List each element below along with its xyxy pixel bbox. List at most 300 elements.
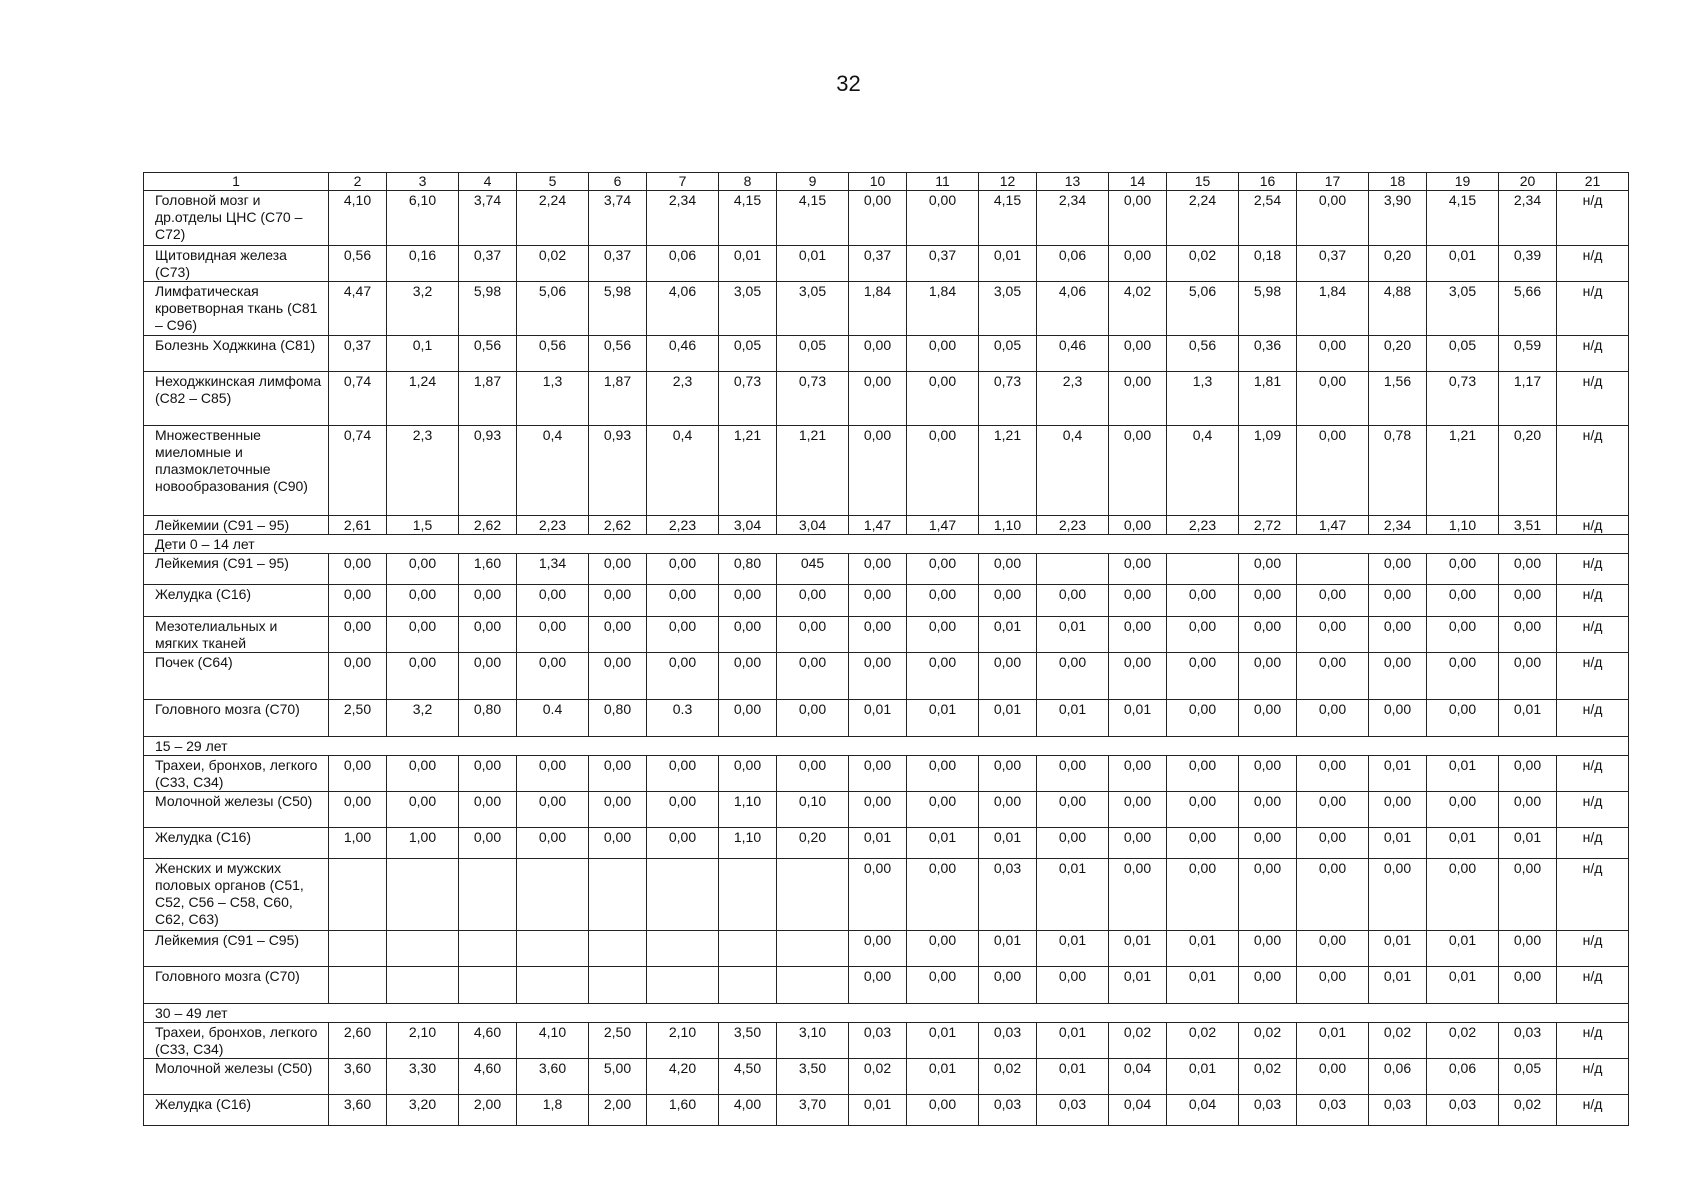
table-cell: 0,00 xyxy=(719,585,777,617)
column-header-2: 2 xyxy=(329,173,387,191)
row-label: Болезнь Ходжкина (С81) xyxy=(144,336,329,372)
table-cell: 0,03 xyxy=(1499,1023,1557,1059)
table-cell: 3,50 xyxy=(719,1023,777,1059)
column-header-13: 13 xyxy=(1037,173,1109,191)
table-cell: н/д xyxy=(1557,1023,1629,1059)
table-cell: 0,02 xyxy=(1239,1023,1297,1059)
table-cell: 0,00 xyxy=(1109,653,1167,700)
table-cell: 0,01 xyxy=(1037,859,1109,931)
table-cell: 0,01 xyxy=(1167,931,1239,967)
table-cell: 0,00 xyxy=(1109,756,1167,792)
table-cell xyxy=(647,859,719,931)
table-cell: 0,00 xyxy=(1239,700,1297,737)
table-cell: 0,00 xyxy=(777,653,849,700)
section-row xyxy=(144,535,1629,554)
table-cell: 0,01 xyxy=(1499,700,1557,737)
table-cell: 0,02 xyxy=(1499,1095,1557,1126)
table-cell xyxy=(719,967,777,1004)
table-cell: н/д xyxy=(1557,700,1629,737)
table-cell: 0,00 xyxy=(1167,653,1239,700)
table-cell: 0,00 xyxy=(1297,653,1369,700)
table-cell: 0,01 xyxy=(849,1095,907,1126)
table-cell xyxy=(777,967,849,1004)
table-cell: 0,16 xyxy=(387,246,459,282)
table-cell: 0,00 xyxy=(849,792,907,828)
table-cell: 0,01 xyxy=(1109,700,1167,737)
table-cell: 0,00 xyxy=(1167,700,1239,737)
table-cell: 4,15 xyxy=(979,191,1037,246)
table-cell: 0,00 xyxy=(979,792,1037,828)
row-label: Множественные миеломные и плазмоклеточные новообразования (С90) xyxy=(144,426,329,516)
table-cell: 4,15 xyxy=(719,191,777,246)
table-cell: 1,21 xyxy=(777,426,849,516)
table-cell: 0,00 xyxy=(1499,585,1557,617)
table-cell: 3,51 xyxy=(1499,516,1557,535)
table-cell: 0,00 xyxy=(907,792,979,828)
table-cell: 0,00 xyxy=(517,792,589,828)
table-cell: 2,3 xyxy=(387,426,459,516)
table-cell: 0,00 xyxy=(1499,859,1557,931)
table-cell: 0,00 xyxy=(1297,336,1369,372)
table-cell: 4,50 xyxy=(719,1059,777,1095)
section-label: Дети 0 – 14 лет xyxy=(144,535,1629,554)
table-cell: 0,01 xyxy=(1037,617,1109,653)
table-cell: 0,01 xyxy=(1369,756,1427,792)
row-label: Головного мозга (С70) xyxy=(144,700,329,737)
table-cell: 3,10 xyxy=(777,1023,849,1059)
table-row xyxy=(144,931,1629,967)
header-row xyxy=(144,173,1629,191)
column-header-20: 20 xyxy=(1499,173,1557,191)
row-label: Почек (С64) xyxy=(144,653,329,700)
table-cell: 5,06 xyxy=(517,282,589,336)
table-cell: 1,34 xyxy=(517,554,589,585)
table-cell: 0,00 xyxy=(719,700,777,737)
table-cell: 0,01 xyxy=(979,931,1037,967)
table-cell: 0,73 xyxy=(777,372,849,426)
table-cell xyxy=(777,931,849,967)
table-cell: 0,00 xyxy=(1109,585,1167,617)
table-cell: 0,00 xyxy=(1239,756,1297,792)
table-row xyxy=(144,828,1629,859)
table-cell: 1,17 xyxy=(1499,372,1557,426)
table-cell: 0,00 xyxy=(1167,585,1239,617)
table-cell: 0,01 xyxy=(1369,967,1427,1004)
row-label: Трахеи, бронхов, легкого (С33, С34) xyxy=(144,756,329,792)
table-cell: 0,00 xyxy=(777,700,849,737)
table-cell: 0,00 xyxy=(329,554,387,585)
table-cell: 0,00 xyxy=(1499,617,1557,653)
table-cell xyxy=(719,931,777,967)
table-cell: 0,02 xyxy=(1167,246,1239,282)
table-cell: 2,61 xyxy=(329,516,387,535)
table-cell: 0,03 xyxy=(1427,1095,1499,1126)
table-cell: 0,39 xyxy=(1499,246,1557,282)
table-cell: 0,00 xyxy=(1109,372,1167,426)
table-cell: 0,00 xyxy=(1297,792,1369,828)
table-cell: 0,00 xyxy=(907,931,979,967)
row-label: Желудка (С16) xyxy=(144,585,329,617)
table-cell: 0,00 xyxy=(1109,828,1167,859)
table-cell: 0,37 xyxy=(1297,246,1369,282)
table-cell: 0,01 xyxy=(907,828,979,859)
table-cell: 0,00 xyxy=(1109,191,1167,246)
table-cell xyxy=(1037,554,1109,585)
table-cell: 0,01 xyxy=(849,700,907,737)
column-header-5: 5 xyxy=(517,173,589,191)
table-cell: 0,00 xyxy=(1037,653,1109,700)
table-cell: 2,34 xyxy=(1369,516,1427,535)
table-cell: 1,60 xyxy=(647,1095,719,1126)
table-cell: 1,00 xyxy=(387,828,459,859)
table-cell: 0,00 xyxy=(907,554,979,585)
table-cell: 0,00 xyxy=(1427,653,1499,700)
column-header-4: 4 xyxy=(459,173,517,191)
column-header-10: 10 xyxy=(849,173,907,191)
table-cell: 0,00 xyxy=(459,828,517,859)
table-cell: н/д xyxy=(1557,756,1629,792)
table-cell: 0,00 xyxy=(777,756,849,792)
table-cell: 0,00 xyxy=(1499,931,1557,967)
table-cell: 4,06 xyxy=(647,282,719,336)
table-cell: н/д xyxy=(1557,282,1629,336)
table-cell: 0,00 xyxy=(1239,554,1297,585)
row-label: Трахеи, бронхов, легкого (С33, С34) xyxy=(144,1023,329,1059)
table-cell: 0,36 xyxy=(1239,336,1297,372)
table-cell: 1,47 xyxy=(849,516,907,535)
table-cell: 0,00 xyxy=(1369,859,1427,931)
table-cell: 1,56 xyxy=(1369,372,1427,426)
table-cell: 0,01 xyxy=(1037,1059,1109,1095)
table-cell: 0,20 xyxy=(1369,336,1427,372)
table-cell: 0,00 xyxy=(849,617,907,653)
table-cell: 0,00 xyxy=(979,756,1037,792)
table-cell: 0,20 xyxy=(1369,246,1427,282)
table-cell: 0,03 xyxy=(849,1023,907,1059)
table-cell: 0,00 xyxy=(907,336,979,372)
table-cell: 0,01 xyxy=(1427,246,1499,282)
table-cell: 4,88 xyxy=(1369,282,1427,336)
column-header-14: 14 xyxy=(1109,173,1167,191)
table-cell xyxy=(459,967,517,1004)
table-cell: 1,47 xyxy=(907,516,979,535)
table-cell: 0,00 xyxy=(1499,653,1557,700)
table-row xyxy=(144,554,1629,585)
table-cell: 0,04 xyxy=(1109,1059,1167,1095)
column-header-7: 7 xyxy=(647,173,719,191)
row-label: Головной мозг и др.отделы ЦНС (С70 – С72) xyxy=(144,191,329,246)
table-cell: 0,00 xyxy=(849,426,907,516)
table-cell xyxy=(459,859,517,931)
table-cell: 0,01 xyxy=(777,246,849,282)
table-cell: 2,23 xyxy=(647,516,719,535)
table-cell: 0,00 xyxy=(517,828,589,859)
table-cell: 0,06 xyxy=(1369,1059,1427,1095)
table-cell: 0,00 xyxy=(907,756,979,792)
table-cell: 0,56 xyxy=(329,246,387,282)
table-cell xyxy=(459,931,517,967)
table-cell: 0,00 xyxy=(589,617,647,653)
table-cell: 3,70 xyxy=(777,1095,849,1126)
table-cell: 0,00 xyxy=(1427,585,1499,617)
table-cell: 0,04 xyxy=(1167,1095,1239,1126)
table-cell: 1,09 xyxy=(1239,426,1297,516)
table-cell: 0,03 xyxy=(1239,1095,1297,1126)
table-cell: 0,00 xyxy=(1239,967,1297,1004)
table-cell xyxy=(517,967,589,1004)
column-header-19: 19 xyxy=(1427,173,1499,191)
table-cell xyxy=(387,859,459,931)
table-cell: 0,00 xyxy=(387,653,459,700)
row-label: Желудка (С16) xyxy=(144,828,329,859)
table-cell: 0,4 xyxy=(647,426,719,516)
table-cell xyxy=(589,931,647,967)
table-cell: 0,00 xyxy=(849,372,907,426)
table-row xyxy=(144,585,1629,617)
table-cell: 0,00 xyxy=(907,372,979,426)
table-cell: 0,00 xyxy=(849,554,907,585)
table-cell: 0,00 xyxy=(777,585,849,617)
table-cell: 0,01 xyxy=(1167,1059,1239,1095)
table-cell: 0,00 xyxy=(1239,931,1297,967)
table-cell: 0,00 xyxy=(387,617,459,653)
table-cell: 4,10 xyxy=(329,191,387,246)
column-header-16: 16 xyxy=(1239,173,1297,191)
table-cell: н/д xyxy=(1557,653,1629,700)
table-cell: 0,00 xyxy=(1369,585,1427,617)
section-row xyxy=(144,737,1629,756)
section-label: 15 – 29 лет xyxy=(144,737,1629,756)
table-cell: 0,01 xyxy=(1427,828,1499,859)
table-cell: 0,56 xyxy=(589,336,647,372)
table-cell: 0,00 xyxy=(1427,792,1499,828)
table-cell: 0,01 xyxy=(1369,828,1427,859)
row-label: Мезотелиальных и мягких тканей xyxy=(144,617,329,653)
table-cell: 3,74 xyxy=(459,191,517,246)
table-cell xyxy=(329,967,387,1004)
table-cell: 0,93 xyxy=(589,426,647,516)
table-cell: 0,01 xyxy=(1499,828,1557,859)
table-cell: 0,01 xyxy=(1037,1023,1109,1059)
table-cell: 0,73 xyxy=(719,372,777,426)
table-cell: 3,04 xyxy=(719,516,777,535)
table-cell: 0,00 xyxy=(777,617,849,653)
table-cell: 2,34 xyxy=(1037,191,1109,246)
table-cell: 0,00 xyxy=(517,617,589,653)
table-cell: 4,60 xyxy=(459,1023,517,1059)
table-cell: 0,37 xyxy=(907,246,979,282)
table-cell: 0,73 xyxy=(979,372,1037,426)
table-cell xyxy=(647,931,719,967)
table-cell: 2,34 xyxy=(1499,191,1557,246)
table-cell xyxy=(329,859,387,931)
table-cell: 0,18 xyxy=(1239,246,1297,282)
table-cell: 0,00 xyxy=(719,756,777,792)
table-cell: 2,23 xyxy=(517,516,589,535)
table-cell: 0,01 xyxy=(1427,931,1499,967)
table-cell: 1,47 xyxy=(1297,516,1369,535)
column-header-3: 3 xyxy=(387,173,459,191)
table-cell: 0,06 xyxy=(1427,1059,1499,1095)
table-cell: 5,00 xyxy=(589,1059,647,1095)
table-cell: 0,74 xyxy=(329,426,387,516)
table-row xyxy=(144,967,1629,1004)
table-cell: 0,02 xyxy=(849,1059,907,1095)
table-cell: 0,02 xyxy=(1239,1059,1297,1095)
table-cell: 5,98 xyxy=(459,282,517,336)
table-cell: 0,01 xyxy=(1369,931,1427,967)
table-cell: 0,00 xyxy=(1109,617,1167,653)
table-cell: 0,00 xyxy=(459,653,517,700)
table-cell xyxy=(517,859,589,931)
table-cell: 2,10 xyxy=(387,1023,459,1059)
table-cell: 3,2 xyxy=(387,700,459,737)
table-cell: 0,00 xyxy=(1109,516,1167,535)
table-cell: 0,00 xyxy=(1239,792,1297,828)
table-cell xyxy=(329,931,387,967)
table-cell: 0,00 xyxy=(979,585,1037,617)
table-cell: 0.3 xyxy=(647,700,719,737)
column-header-9: 9 xyxy=(777,173,849,191)
row-label: Лейкемии (С91 – 95) xyxy=(144,516,329,535)
table-cell: 0,00 xyxy=(1297,426,1369,516)
table-cell: 1,87 xyxy=(589,372,647,426)
table-cell: 2,00 xyxy=(589,1095,647,1126)
table-cell: 0,02 xyxy=(979,1059,1037,1095)
column-header-11: 11 xyxy=(907,173,979,191)
table-cell: 0,00 xyxy=(1037,585,1109,617)
table-cell: 0,02 xyxy=(1109,1023,1167,1059)
table-cell xyxy=(777,859,849,931)
section-label: 30 – 49 лет xyxy=(144,1004,1629,1023)
table-cell: 0,4 xyxy=(1037,426,1109,516)
table-cell: 0,00 xyxy=(849,585,907,617)
table-cell xyxy=(589,859,647,931)
table-cell: н/д xyxy=(1557,426,1629,516)
table-cell: 0,00 xyxy=(647,617,719,653)
table-cell: 1,84 xyxy=(907,282,979,336)
table-row xyxy=(144,617,1629,653)
table-cell: 1,87 xyxy=(459,372,517,426)
table-cell: 0,37 xyxy=(329,336,387,372)
table-cell: 0,00 xyxy=(329,617,387,653)
table-cell: 3,2 xyxy=(387,282,459,336)
table-row xyxy=(144,1095,1629,1126)
table-cell: 3,04 xyxy=(777,516,849,535)
table-cell: 0,59 xyxy=(1499,336,1557,372)
table-cell: 0,00 xyxy=(589,756,647,792)
table-cell: 0,20 xyxy=(777,828,849,859)
table-cell: 0,01 xyxy=(1109,967,1167,1004)
table-cell: 3,05 xyxy=(1427,282,1499,336)
table-cell: 0,00 xyxy=(459,617,517,653)
table-cell: 5,98 xyxy=(589,282,647,336)
table-row xyxy=(144,756,1629,792)
table-cell: 0,06 xyxy=(647,246,719,282)
table-cell: 0,00 xyxy=(1427,617,1499,653)
table-cell: 0,00 xyxy=(979,554,1037,585)
table-cell: 0,00 xyxy=(849,756,907,792)
table-cell: 0,03 xyxy=(979,1095,1037,1126)
table-cell xyxy=(517,931,589,967)
table-cell: 0,00 xyxy=(1167,792,1239,828)
table-cell: 0,00 xyxy=(589,792,647,828)
table-cell: 0,46 xyxy=(647,336,719,372)
table-cell: 0,00 xyxy=(459,585,517,617)
table-cell: 0,02 xyxy=(517,246,589,282)
table-cell: 0,56 xyxy=(459,336,517,372)
table-cell: 2,24 xyxy=(517,191,589,246)
table-cell: 1,10 xyxy=(719,828,777,859)
table-cell: 0,80 xyxy=(719,554,777,585)
table-cell: 0,01 xyxy=(979,700,1037,737)
table-cell: 0,00 xyxy=(1369,617,1427,653)
row-label: Молочной железы (С50) xyxy=(144,792,329,828)
table-cell: 0,00 xyxy=(1167,617,1239,653)
table-cell: 4,60 xyxy=(459,1059,517,1095)
table-cell: 0,00 xyxy=(1167,859,1239,931)
column-header-17: 17 xyxy=(1297,173,1369,191)
table-cell: 1,84 xyxy=(849,282,907,336)
table-cell: 5,98 xyxy=(1239,282,1297,336)
table-cell: 0,00 xyxy=(647,756,719,792)
table-cell: н/д xyxy=(1557,828,1629,859)
table-cell: н/д xyxy=(1557,372,1629,426)
column-header-21: 21 xyxy=(1557,173,1629,191)
table-cell: 2,54 xyxy=(1239,191,1297,246)
table-cell: 0,00 xyxy=(647,585,719,617)
table-cell: 1,81 xyxy=(1239,372,1297,426)
table-cell: 0,00 xyxy=(589,554,647,585)
table-cell: 0,00 xyxy=(1297,931,1369,967)
table-cell xyxy=(647,967,719,1004)
table-cell: 0,00 xyxy=(1109,246,1167,282)
table-cell: 4,15 xyxy=(777,191,849,246)
row-label: Лимфатическая кроветворная ткань (С81 – С96) xyxy=(144,282,329,336)
table-cell: 0,00 xyxy=(1239,859,1297,931)
table-cell: н/д xyxy=(1557,554,1629,585)
table-cell: 045 xyxy=(777,554,849,585)
table-cell: 0,02 xyxy=(1427,1023,1499,1059)
table-cell: 0,56 xyxy=(1167,336,1239,372)
table-cell: н/д xyxy=(1557,336,1629,372)
table-cell: 0,00 xyxy=(1037,792,1109,828)
table-cell: 1,10 xyxy=(1427,516,1499,535)
row-label: Лейкемия (С91 – 95) xyxy=(144,554,329,585)
table-cell: 0,4 xyxy=(517,426,589,516)
table-cell: 0,00 xyxy=(907,426,979,516)
table-cell xyxy=(719,859,777,931)
table-cell: 0,01 xyxy=(907,700,979,737)
table-cell: 0,74 xyxy=(329,372,387,426)
table-cell: 1,60 xyxy=(459,554,517,585)
table-cell: 2,3 xyxy=(1037,372,1109,426)
table-cell: 0,00 xyxy=(979,653,1037,700)
table-cell: 3,60 xyxy=(329,1059,387,1095)
table-cell: 0,02 xyxy=(1369,1023,1427,1059)
table-cell: 0,02 xyxy=(1167,1023,1239,1059)
statistics-table xyxy=(143,172,1629,1126)
column-header-15: 15 xyxy=(1167,173,1239,191)
table-cell: 0,73 xyxy=(1427,372,1499,426)
table-cell: 0,00 xyxy=(1297,372,1369,426)
table-row xyxy=(144,282,1629,336)
row-label: Щитовидная железа (С73) xyxy=(144,246,329,282)
table-cell: 0,00 xyxy=(1297,967,1369,1004)
table-cell: 0,01 xyxy=(849,828,907,859)
table-cell: 1,10 xyxy=(719,792,777,828)
column-header-12: 12 xyxy=(979,173,1037,191)
